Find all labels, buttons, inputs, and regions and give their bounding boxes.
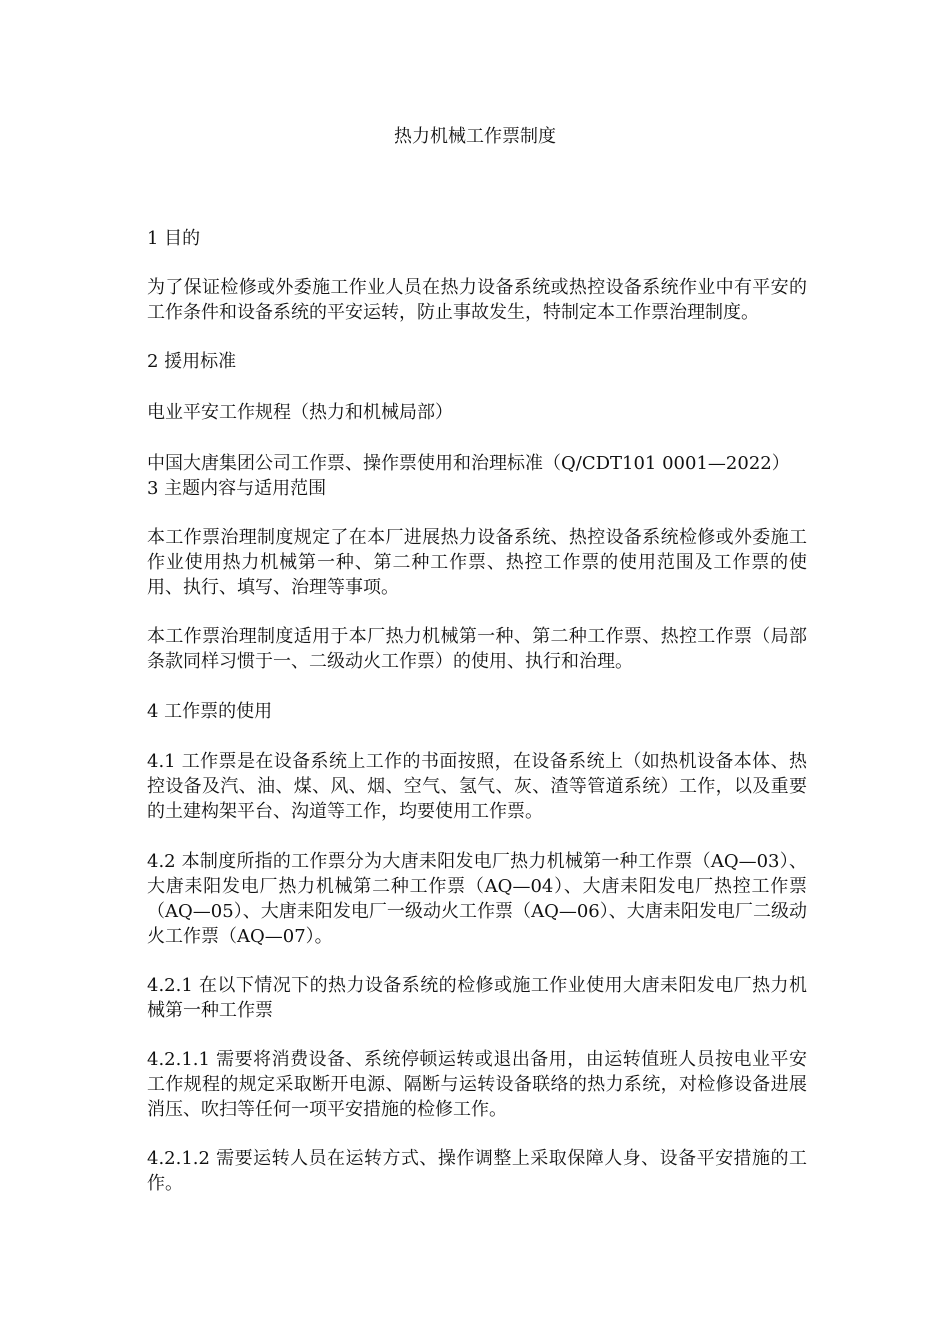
- reference-item-1: 电业平安工作规程（热力和机械局部）: [147, 402, 453, 423]
- paragraph-4-2-1-2: 4.2.1.2 需要运转人员在运转方式、操作调整上采取保障人身、设备平安措施的工作。: [147, 1148, 807, 1194]
- section-heading-usage: 4 工作票的使用: [147, 701, 273, 722]
- section-heading-scope: 3 主题内容与适用范围: [147, 478, 327, 499]
- paragraph-4-2-1: 4.2.1 在以下情况下的热力设备系统的检修或施工作业使用大唐耒阳发电厂热力机械第一种工作票: [147, 975, 807, 1021]
- section-heading-references: 2 援用标准: [147, 351, 237, 372]
- document-title: 热力机械工作票制度: [394, 126, 556, 147]
- reference-item-2: 中国大唐集团公司工作票、操作票使用和治理标准（Q/CDT101 0001—2022）: [147, 453, 790, 474]
- paragraph-purpose: 为了保证检修或外委施工作业人员在热力设备系统或热控设备系统作业中有平安的工作条件和设备系统的平安运转，防止事故发生，特制定本工作票治理制度。: [147, 277, 807, 323]
- paragraph-scope-1: 本工作票治理制度规定了在本厂进展热力设备系统、热控设备系统检修或外委施工作业使用热力机械第一种、第二种工作票、热控工作票的使用范围及工作票的使用、执行、填写、治理等事项。: [147, 527, 807, 598]
- paragraph-4-1: 4.1 工作票是在设备系统上工作的书面按照，在设备系统上（如热机设备本体、热控设备及汽、油、煤、风、烟、空气、氢气、灰、渣等管道系统）工作，以及重要的土建构架平台、沟道等工作，均要使用工作票。: [147, 751, 807, 822]
- paragraph-scope-2: 本工作票治理制度适用于本厂热力机械第一种、第二种工作票、热控工作票（局部条款同样习惯于一、二级动火工作票）的使用、执行和治理。: [147, 626, 807, 672]
- section-heading-purpose: 1 目的: [147, 228, 201, 249]
- paragraph-4-2: 4.2 本制度所指的工作票分为大唐耒阳发电厂热力机械第一种工作票（AQ—03）、大唐耒阳发电厂热力机械第二种工作票（AQ—04）、大唐耒阳发电厂热控工作票（AQ—05）、大唐耒阳发电厂一级动火工作票（AQ—06）、大唐耒阳发电厂二级动火工作票（AQ—07）。: [147, 851, 807, 947]
- paragraph-4-2-1-1: 4.2.1.1 需要将消费设备、系统停顿运转或退出备用，由运转值班人员按电业平安工作规程的规定采取断开电源、隔断与运转设备联络的热力系统，对检修设备进展消压、吹扫等任何一项平安措施的检修工作。: [147, 1049, 807, 1120]
